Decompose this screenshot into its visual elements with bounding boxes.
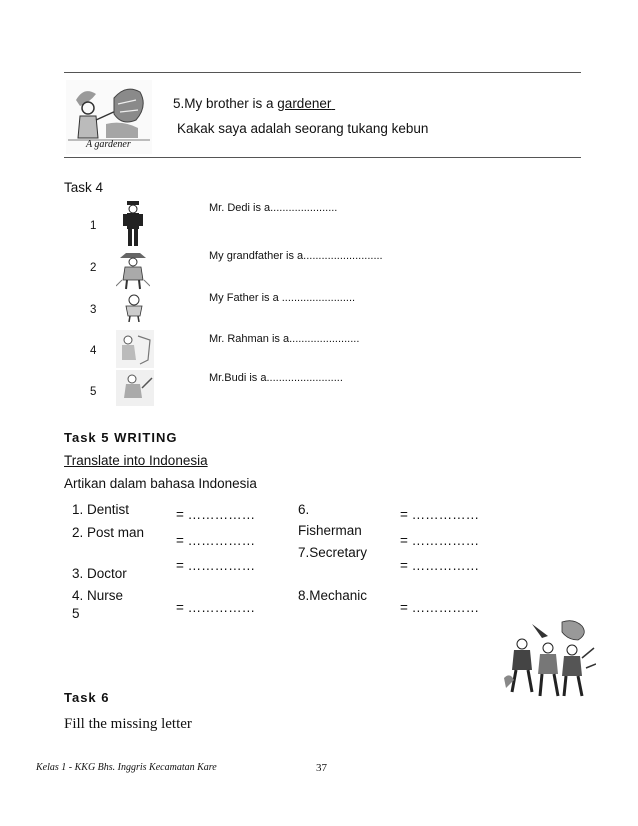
- task5-blank-8: = ……………: [400, 558, 480, 573]
- task4-sentence-3: My Father is a ........................: [209, 292, 356, 304]
- task4-picture-1: [118, 200, 148, 248]
- page-number: 37: [316, 762, 327, 774]
- task5-blank-9: = ……………: [400, 600, 480, 615]
- example-translation: Kakak saya adalah seorang tukang kebun: [177, 121, 429, 136]
- example-answer: gardener: [277, 96, 332, 111]
- top-divider: [64, 72, 581, 73]
- example-sentence: [173, 96, 335, 111]
- task5-blank-7: = ……………: [400, 533, 480, 548]
- task5-word-3: 3. Doctor: [72, 566, 127, 581]
- task5-blank-3: = ……………: [176, 558, 256, 573]
- task4-num-2: 2: [90, 262, 97, 274]
- task5-title: Task 5 WRITING: [64, 430, 178, 445]
- gardener-image: [66, 80, 152, 154]
- task5-blank-2: = ……………: [176, 533, 256, 548]
- task4-sentence-2: My grandfather is a..........................: [209, 250, 383, 262]
- task5-instruction-en: Translate into Indonesia: [64, 453, 208, 468]
- bottom-divider: [64, 157, 581, 158]
- task4-num-3: 3: [90, 304, 97, 316]
- task5-word-8: 8.Mechanic: [298, 588, 368, 603]
- task4-picture-2: [116, 250, 150, 290]
- task4-sentence-4: Mr. Rahman is a.......................: [209, 333, 360, 345]
- task4-picture-5: [116, 370, 154, 406]
- task5-word-5-clip: [72, 606, 112, 618]
- task5-word-1: 1. Dentist: [72, 502, 130, 517]
- task4-title: Task 4: [64, 180, 104, 195]
- task4-num-5: 5: [90, 386, 97, 398]
- task6-title: Task 6: [64, 690, 110, 705]
- task5-blank-6: = ……………: [400, 507, 480, 522]
- workers-illustration: [502, 618, 596, 700]
- task5-word-5: 5: [72, 606, 80, 618]
- task5-word-6-name: Fisherman: [298, 523, 362, 538]
- example-sentence-prefix: 5.My brother is a: [173, 96, 278, 111]
- footer-text: Kelas 1 - KKG Bhs. Inggris Kecamatan Kare: [36, 762, 217, 773]
- task4-picture-3: [120, 292, 148, 322]
- task5-word-7: 7.Secretary: [298, 545, 368, 560]
- task6-instruction: Fill the missing letter: [64, 716, 192, 732]
- task4-num-1: 1: [90, 220, 97, 232]
- task5-blank-4: = ……………: [176, 600, 256, 615]
- image-caption: A gardener: [86, 139, 131, 150]
- task4-sentence-1: Mr. Dedi is a......................: [209, 202, 338, 214]
- task5-word-6: 6.: [298, 502, 310, 517]
- task5-word-4: 4. Nurse: [72, 588, 124, 603]
- task5-word-2: 2. Post man: [72, 525, 145, 540]
- task5-instruction-id: Artikan dalam bahasa Indonesia: [64, 476, 257, 491]
- task4-sentence-5: Mr.Budi is a.........................: [209, 372, 343, 384]
- task5-blank-1: = ……………: [176, 507, 256, 522]
- task4-num-4: 4: [90, 345, 97, 357]
- task4-picture-4: [116, 330, 154, 368]
